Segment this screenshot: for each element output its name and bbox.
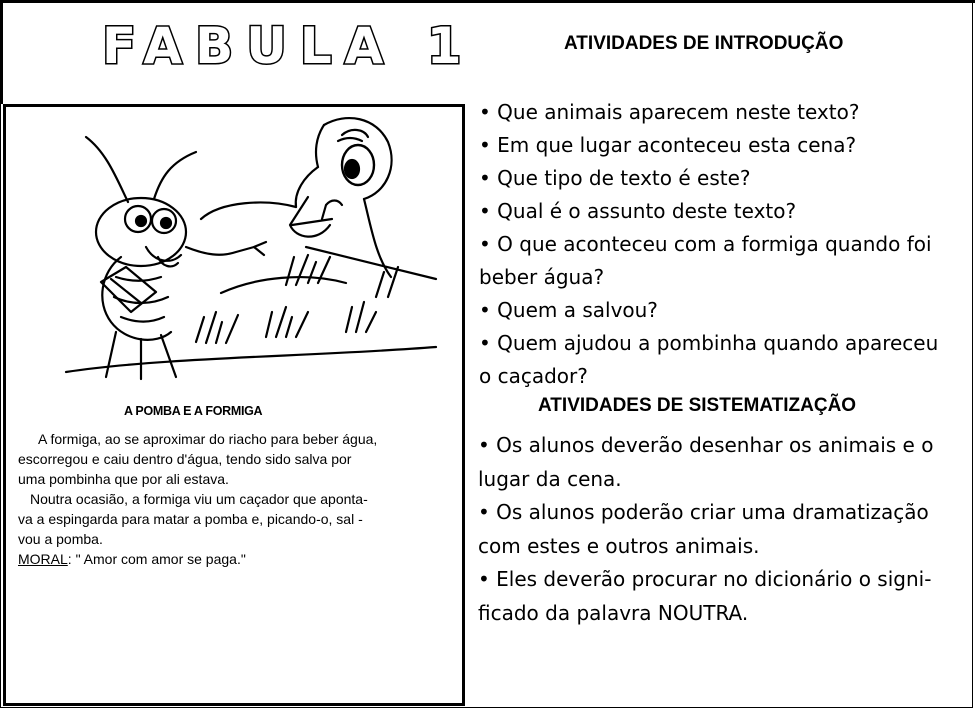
story-line: va a espingarda para matar a pomba e, picando-o, sal - bbox=[18, 511, 363, 527]
story-line: uma pombinha que por ali estava. bbox=[18, 471, 229, 487]
left-rule bbox=[0, 0, 3, 104]
story-heading: A POMBA E A FORMIGA bbox=[124, 404, 263, 418]
question-line: • Qual é o assunto deste texto? bbox=[479, 199, 797, 223]
story-line: escorregou e caiu dentro d'água, tendo sido salva por bbox=[18, 451, 352, 467]
activity-line: lugar da cena. bbox=[478, 466, 622, 491]
story-line: A formiga, ao se aproximar do riacho para beber água, bbox=[38, 431, 378, 447]
ant-and-dove-illustration bbox=[46, 107, 436, 402]
moral-text: : " Amor com amor se paga." bbox=[67, 551, 246, 567]
ant-book bbox=[101, 267, 156, 312]
question-line: • Quem ajudou a pombinha quando apareceu bbox=[479, 331, 939, 355]
top-rule bbox=[0, 0, 975, 3]
ant-arm bbox=[186, 247, 254, 255]
question-line: • Que tipo de texto é este? bbox=[479, 166, 751, 190]
hill-line bbox=[201, 203, 296, 219]
systematization-activities-title: ATIVIDADES DE SISTEMATIZAÇÃO bbox=[538, 395, 857, 416]
story-line: Noutra ocasião, a formiga viu um caçador que aponta- bbox=[30, 491, 368, 507]
question-line: • O que aconteceu com a formiga quando foi bbox=[479, 232, 932, 256]
activity-line: • Os alunos deverão desenhar os animais e o bbox=[478, 433, 934, 457]
question-line: • Que animais aparecem neste texto? bbox=[479, 100, 860, 124]
question-line: beber água? bbox=[479, 265, 605, 289]
intro-activities-title: ATIVIDADES DE INTRODUÇÃO bbox=[564, 33, 844, 54]
story-box bbox=[3, 104, 465, 706]
activity-line: com estes e outros animais. bbox=[478, 533, 760, 558]
systematization-activity-list bbox=[478, 429, 970, 631]
ant-antenna-right bbox=[154, 152, 196, 199]
fable-title bbox=[100, 8, 475, 78]
ant-antenna-left bbox=[86, 137, 128, 202]
intro-question-list bbox=[479, 96, 969, 393]
moral-line bbox=[18, 549, 463, 569]
activity-line: • Os alunos poderão criar uma dramatização bbox=[478, 500, 929, 525]
activity-line: ficado da palavra NOUTRA. bbox=[478, 600, 749, 625]
moral-label: MORAL bbox=[18, 551, 68, 567]
ground-line bbox=[66, 347, 436, 372]
story-text bbox=[18, 429, 463, 569]
story-line: vou a pomba. bbox=[18, 531, 103, 547]
fable-title-text: FABULA 1 bbox=[102, 17, 475, 75]
activity-line: • Eles deverão procurar no dicionário o signi- bbox=[478, 567, 932, 592]
question-line: o caçador? bbox=[479, 364, 588, 388]
question-line: • Quem a salvou? bbox=[479, 298, 658, 322]
question-line: • Em que lugar aconteceu esta cena? bbox=[479, 133, 857, 157]
